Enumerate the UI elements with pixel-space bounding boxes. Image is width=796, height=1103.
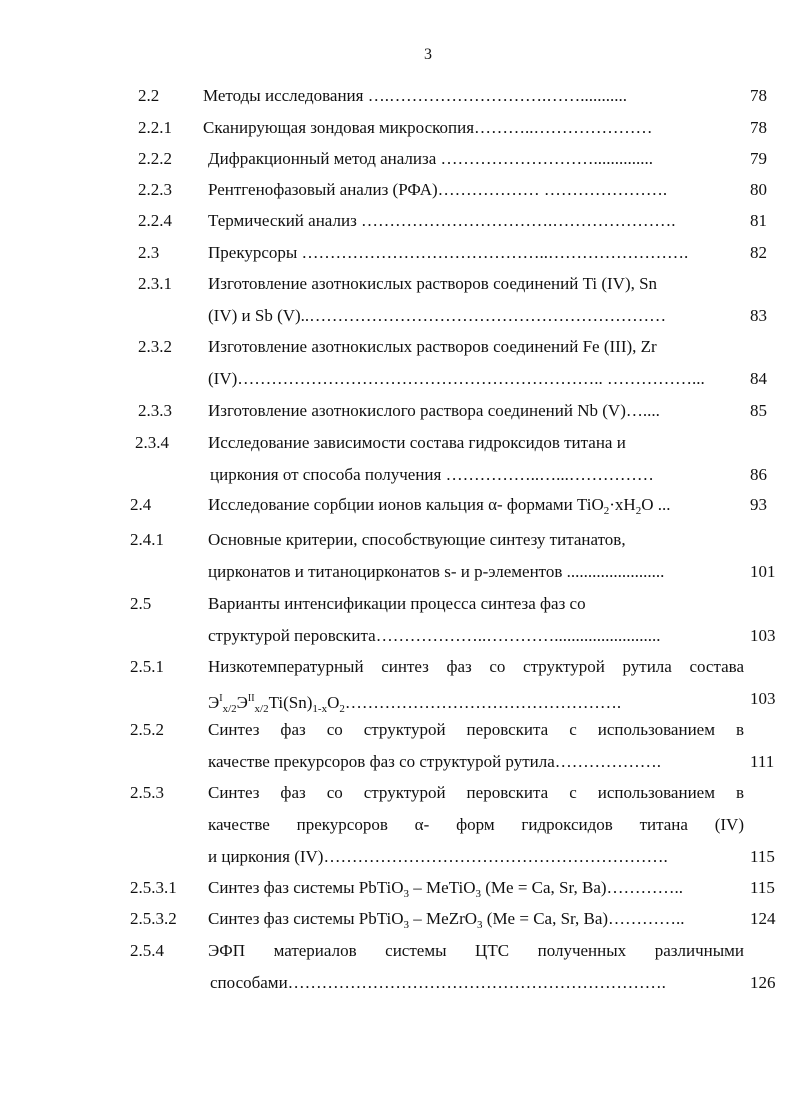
toc-number: 2.5.3.2 <box>130 909 177 928</box>
toc-number: 2.5.3.1 <box>130 878 177 897</box>
page-number: 3 <box>424 46 432 63</box>
toc-page: 84 <box>750 369 767 388</box>
toc-number: 2.2.3 <box>138 180 172 199</box>
toc-page: 81 <box>750 211 767 230</box>
toc-page: 78 <box>750 86 767 105</box>
toc-title-line1: ЭФП материалов системы ЦТС полученных различными <box>208 941 744 960</box>
toc-page: 85 <box>750 401 767 420</box>
toc-page: 82 <box>750 243 767 262</box>
toc-number: 2.2 <box>138 86 160 105</box>
toc-number: 2.3.4 <box>135 433 169 452</box>
toc-page: 83 <box>750 306 767 325</box>
toc-page: 111 <box>750 752 775 771</box>
toc-page: 103 <box>750 626 776 645</box>
toc-number: 2.5.4 <box>130 941 164 960</box>
toc-number: 2.5.1 <box>130 657 164 676</box>
toc-title-line2: способами…………………………………………………………. <box>210 973 666 992</box>
toc-number: 2.5.3 <box>130 783 164 802</box>
toc-title-line2: $Э^I_{x/2}Э^{II}_{x/2}Ti(Sn)_{1-x}O_2\dots\dots\dots\dots\dots\dots\dots\dots\dots\dots\dots\dots\dots\dots\dots\dots$. <box>208 693 622 715</box>
toc-title: Исследование сорбции ионов кальция α- формами $TiO_2\cdot xH_2O$ ... <box>208 495 671 517</box>
toc-title: Методы исследования ….……………………….……........... <box>203 86 627 105</box>
toc-page: 78 <box>750 118 767 137</box>
toc-page: 126 <box>750 973 776 992</box>
toc-number: 2.3 <box>138 243 160 262</box>
toc-page: 80 <box>750 180 767 199</box>
toc-title-line1: Синтез фаз со структурой перовскита с использованием в <box>208 783 744 802</box>
toc-title: Синтез фаз системы PbTiO$_3$ – MeTiO$_3$ (Me = Ca, Sr, Ba)………….. <box>208 878 684 900</box>
toc-title: Дифракционный метод анализа ……………………….............. <box>208 149 654 168</box>
toc-title-line3: и циркония (IV)……………………………………………………. <box>208 847 668 866</box>
toc-title-line1: Изготовление азотнокислых растворов соединений Ti (IV), Sn <box>208 274 658 293</box>
toc-number: 2.2.2 <box>138 149 172 168</box>
toc-page: 86 <box>750 465 767 484</box>
toc-number: 2.3.3 <box>138 401 172 420</box>
toc-title-line1: Низкотемпературный синтез фаз со структурой рутила состава <box>208 657 744 676</box>
toc-number: 2.2.1 <box>138 118 172 137</box>
toc-title-line2: качестве прекурсоров фаз со структурой рутила………………. <box>208 752 662 771</box>
toc-page: 115 <box>750 847 775 866</box>
toc-title-line1: Исследование зависимости состава гидроксидов титана и <box>208 433 626 452</box>
toc-title: Прекурсоры ……………………………………..……………………. <box>208 243 689 262</box>
toc-number: 2.2.4 <box>138 211 172 230</box>
toc-page: 115 <box>750 878 775 897</box>
toc-title: Изготовление азотнокислого раствора соединений Nb (V)….... <box>208 401 660 420</box>
toc-title-line2: циркония от способа получения ……………..…...…………… <box>210 465 654 484</box>
toc-number: 2.3.1 <box>138 274 172 293</box>
toc-title-line2: качестве прекурсоров α- форм гидроксидов титана (IV) <box>208 815 744 834</box>
toc-page: 79 <box>750 149 767 168</box>
toc-page: 124 <box>750 909 776 928</box>
toc-page: 103 <box>750 689 776 708</box>
toc-page: 101 <box>750 562 776 581</box>
toc-number: 2.3.2 <box>138 337 172 356</box>
toc-title-line1: Синтез фаз со структурой перовскита с использованием в <box>208 720 744 739</box>
toc-title: Рентгенофазовый анализ (РФА)……………… …………………. <box>208 180 668 199</box>
toc-title-line1: Изготовление азотнокислых растворов соединений Fe (III), Zr <box>208 337 657 356</box>
toc-title-line1: Основные критерии, способствующие синтезу титанатов, <box>208 530 626 549</box>
toc-page: 93 <box>750 495 767 514</box>
toc-number: 2.4.1 <box>130 530 164 549</box>
toc-title-line2: (IV)……………………………………………………….. ……………... <box>208 369 705 388</box>
toc-title-line2: (IV) и Sb (V)..……………………………………………………… <box>208 306 667 325</box>
toc-title: Сканирующая зондовая микроскопия………..………………… <box>203 118 653 137</box>
toc-title-line2: цирконатов и титаноцирконатов s- и p-элементов ....................... <box>208 562 665 581</box>
toc-title-line2: структурой перовскита………………..…………......................... <box>208 626 661 645</box>
toc-number: 2.5 <box>130 594 152 613</box>
toc-number: 2.5.2 <box>130 720 164 739</box>
toc-title: Термический анализ …………………………….…………………. <box>208 211 676 230</box>
toc-title: Синтез фаз системы PbTiO$_3$ – MeZrO$_3$ (Me = Ca, Sr, Ba)………….. <box>208 909 685 931</box>
toc-title-line1: Варианты интенсификации процесса синтеза фаз со <box>208 594 586 613</box>
toc-number: 2.4 <box>130 495 152 514</box>
